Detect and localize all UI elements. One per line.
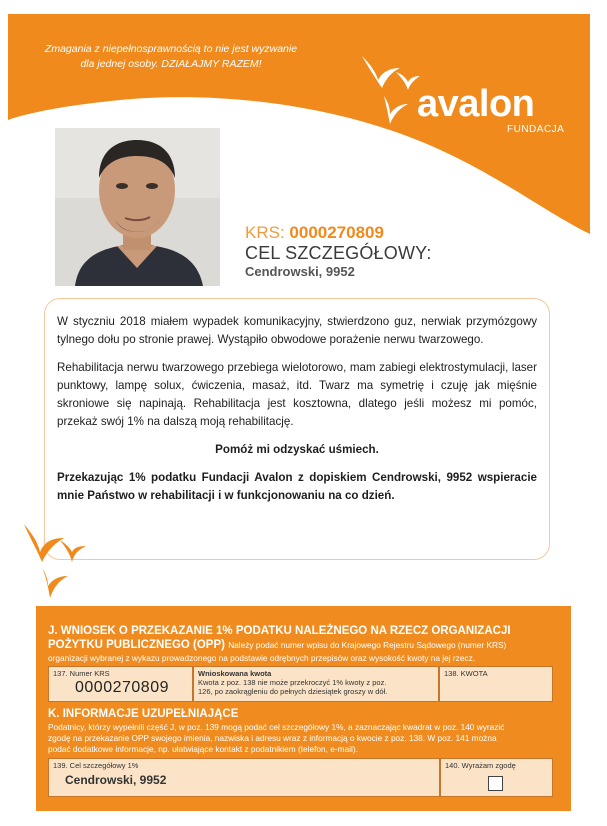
consent-checkbox[interactable] (488, 776, 503, 791)
logo-wordmark: avalon (417, 83, 535, 125)
slogan-line-2: dla jednej osoby. DZIAŁAJMY RAZEM! (80, 58, 262, 70)
box-137-value: 0000270809 (75, 679, 169, 696)
story-appeal: Pomóż mi odzyskać uśmiech. (215, 443, 379, 456)
krs-label: KRS: (245, 223, 285, 242)
decorative-birds-icon (20, 518, 90, 602)
slogan-line-1: Zmagania z niepełnosprawnością to nie jest wyzwanie (44, 43, 298, 55)
section-j-note-b: organizacji wybranej z wykazu prowadzonego na podstawie odrębnych przepisów oraz wysokość kwoty na jej rzecz. (48, 653, 476, 663)
box-140-label: 140. Wyrażam zgodę (445, 761, 516, 770)
section-j-note-a: Należy podać numer wpisu do Krajowego Rejestru Sądowego (numer KRS) (228, 640, 507, 650)
section-k-note-2: zgodę na przekazanie OPP swojego imienia, nazwiska i adresu wraz z informacją o kwocie z poz. 138. W poz. 141 można (48, 733, 497, 743)
section-k-title: K. INFORMACJE UZUPEŁNIAJĄCE (48, 708, 239, 720)
story-paragraph-1: W styczniu 2018 miałem wypadek komunikacyjny, stwierdzono guz, nerwiak przymózgowy tylnego dołu po stronie prawej. Wystąpiło obwodowe porażenie nerwu twarzowego. (57, 315, 537, 346)
section-k-note-1: Podatnicy, którzy wypełnili część J, w poz. 139 mogą podać cel szczegółowy 1%, a zaznaczając kwadrat w poz. 140 wyrazić (48, 722, 505, 732)
cel-title: CEL SZCZEGÓŁOWY: (245, 243, 432, 263)
box-kwota-info (193, 666, 439, 702)
kwota-title: Wnioskowana kwota (198, 669, 272, 678)
box-137-label: 137. Numer KRS (53, 669, 110, 678)
box-139-cel[interactable] (48, 758, 440, 797)
krs-number: 0000270809 (289, 223, 384, 242)
section-k-note-3: podać dodatkowe informacje, np. ułatwiające kontakt z podatnikiem (telefon, e-mail). (48, 744, 358, 754)
cel-name: Cendrowski, 9952 (245, 264, 355, 279)
profile-photo (55, 128, 220, 286)
section-j-line-1: J. WNIOSEK O PRZEKAZANIE 1% PODATKU NALEŻNEGO NA RZECZ ORGANIZACJI (48, 625, 511, 637)
box-139-value: Cendrowski, 9952 (65, 773, 167, 787)
tax-form (36, 606, 571, 811)
bird-logo-icon (356, 52, 426, 132)
krs-line (245, 223, 384, 243)
box-139-label: 139. Cel szczegółowy 1% (53, 761, 139, 770)
kwota-note-1: Kwota z poz. 138 nie może przekroczyć 1% kwoty z poz. (198, 678, 387, 687)
logo-subtitle: FUNDACJA (507, 124, 565, 135)
story-paragraph-4: Przekazując 1% podatku Fundacji Avalon z dopiskiem Cendrowski, 9952 wspieracie mnie Państwo w rehabilitacji i w funkcjonowaniu na co dzień. (57, 471, 537, 502)
section-j-title (48, 624, 511, 652)
story-box (44, 298, 550, 560)
box-140-zgoda (440, 758, 553, 797)
slogan (40, 42, 302, 72)
section-j-line-2: POŻYTKU PUBLICZNEGO (OPP) (48, 639, 225, 651)
story-paragraph-2: Rehabilitacja nerwu twarzowego przebiega wielotorowo, mam zabiegi elektrostymulacji, laser punktowy, lampę solux, ćwiczenia, masaż, itd. Twarz ma symetrię i czuję jak mięśnie skroniowe się napinają. Rehabilitacja jest kosztowna, dlatego jeśli możesz mi pomóc, przekaż swój 1% na dalszą moją rehabilitację. (57, 361, 537, 428)
section-j-line-2-wrap (48, 638, 511, 652)
kwota-note-2: 126, po zaokrągleniu do pełnych dziesiątek groszy w dół. (198, 687, 388, 696)
section-k-notes (48, 722, 504, 755)
box-138-label: 138. KWOTA (444, 669, 488, 678)
box-137-krs (48, 666, 193, 702)
box-138-kwota[interactable] (439, 666, 553, 702)
